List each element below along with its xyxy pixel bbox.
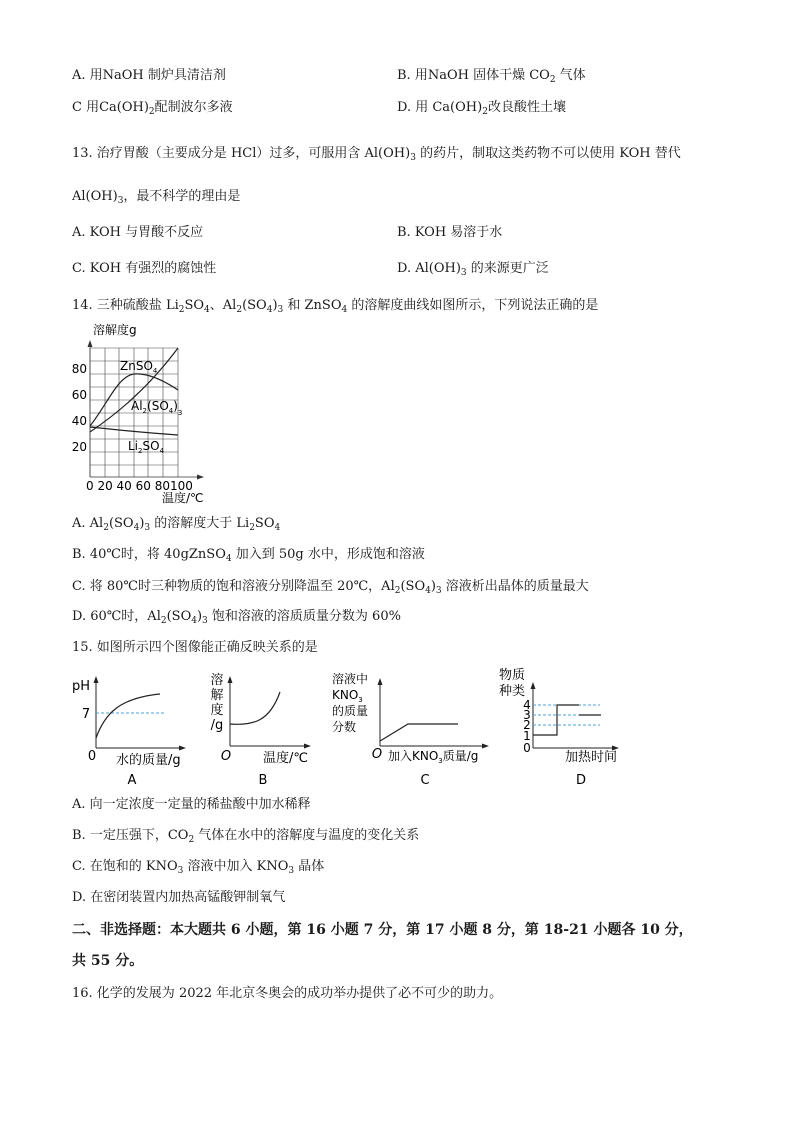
q14-solubility-chart xyxy=(68,318,228,508)
chart-x-title: 温度/℃ xyxy=(162,491,204,505)
svg-text:水的质量/g: 水的质量/g xyxy=(116,753,181,768)
svg-text:/g: /g xyxy=(210,718,224,733)
q13-stem-line2: $Al(OH)_3$，最不科学的理由是 xyxy=(72,189,241,206)
q14-option-b: B. 40℃时，将 40gZnSO$_4$ 加入到 50g 水中，形成饱和溶液 xyxy=(72,547,425,564)
svg-text:20: 20 xyxy=(71,440,87,454)
q15-graph-d xyxy=(495,666,635,788)
svg-text:3: 3 xyxy=(523,708,531,722)
q15-option-c: C. 在饱和的 $KNO_3$ 溶液中加入 $KNO_3$ 晶体 xyxy=(72,859,325,876)
q15-option-a: A. 向一定浓度一定量的稀盐酸中加水稀释 xyxy=(72,797,311,812)
solubility-rising-curve xyxy=(230,692,280,724)
q13-option-b: B. KOH 易溶于水 xyxy=(397,225,503,240)
section2-heading-line1: 二、非选择题：本大题共 6 小题，第 16 小题 7 分，第 17 小题 8 分，第 18-21 小题各 10 分， xyxy=(72,922,693,938)
q15-option-d: D. 在密闭装置内加热高锰酸钾制氧气 xyxy=(72,890,286,905)
svg-text:物质: 物质 xyxy=(499,668,526,683)
q16-stem: 16. 化学的发展为 2022 年北京冬奥会的成功举办提供了必不可少的助力。 xyxy=(72,986,503,1001)
q14-option-c: C. 将 80℃时三种物质的饱和溶液分别降温至 20℃，$Al_2(SO_4)_3$ 溶液析出晶体的质量最大 xyxy=(72,579,589,596)
svg-text:A: A xyxy=(127,773,137,788)
svg-text:0: 0 xyxy=(87,749,97,764)
ph-curve xyxy=(96,694,160,738)
svg-text:60: 60 xyxy=(71,388,87,402)
q14-stem: 14. 三种硫酸盐 $Li_2SO_4$、$Al_2(SO_4)_3$ 和 ZnSO$_4$ 的溶解度曲线如图所示，下列说法正确的是 xyxy=(72,298,599,315)
q13-option-c: C. KOH 有强烈的腐蚀性 xyxy=(72,261,217,276)
svg-text:1: 1 xyxy=(523,729,531,743)
q12-option-c: C 用$Ca(OH)_2$配制波尔多液 xyxy=(72,100,233,117)
q15-graph-b xyxy=(205,668,320,788)
svg-text:40: 40 xyxy=(71,414,87,428)
svg-text:度: 度 xyxy=(210,703,224,718)
svg-text:C: C xyxy=(420,773,430,788)
level-dashed-lines xyxy=(533,705,600,735)
chart-x-ticks: 0 20 40 60 80100 xyxy=(86,479,193,493)
svg-text:分数: 分数 xyxy=(332,720,357,734)
svg-text:0: 0 xyxy=(523,741,531,755)
svg-text:的质量: 的质量 xyxy=(332,704,369,718)
mass-fraction-line xyxy=(380,724,458,741)
species-count-line xyxy=(533,705,579,735)
q14-option-d: D. 60℃时，$Al_2(SO_4)_3$ 饱和溶液的溶质质量分数为 60% xyxy=(72,609,401,626)
svg-text:种类: 种类 xyxy=(499,684,526,699)
q12-option-a: A. 用NaOH 制炉具清洁剂 xyxy=(72,68,226,83)
svg-text:O: O xyxy=(371,747,383,762)
q13-option-d: D. $Al(OH)_3$ 的来源更广泛 xyxy=(397,261,549,278)
svg-text:加入KNO3质量/g: 加入$KNO_3$质量/g xyxy=(388,749,479,765)
svg-text:加热时间: 加热时间 xyxy=(565,750,618,765)
svg-text:pH: pH xyxy=(72,679,91,694)
li2so4-label: $Li_2SO_4$ xyxy=(128,439,165,455)
svg-text:2: 2 xyxy=(523,718,531,732)
svg-text:B: B xyxy=(258,773,268,788)
q15-graph-a xyxy=(70,668,195,788)
svg-text:7: 7 xyxy=(81,707,91,722)
q13-stem-line1: 13. 治疗胃酸（主要成分是 HCl）过多，可服用含 $Al(OH)_3$ 的药片，制取这类药物不可以使用 KOH 替代 xyxy=(72,146,681,163)
svg-text:KNO3: $KNO_3$ xyxy=(332,688,363,704)
q12-option-d: D. 用 $Ca(OH)_2$改良酸性土壤 xyxy=(397,100,566,117)
section2-heading-line2: 共 55 分。 xyxy=(72,953,144,969)
svg-text:O: O xyxy=(220,749,232,764)
svg-text:溶液中: 溶液中 xyxy=(332,672,369,686)
svg-text:D: D xyxy=(575,773,587,788)
svg-text:80: 80 xyxy=(71,362,87,376)
al2so43-label: $Al_2(SO_4)_3$ xyxy=(131,399,183,417)
q15-option-b: B. 一定压强下，$CO_2$ 气体在水中的溶解度与温度的变化关系 xyxy=(72,828,420,845)
svg-text:温度/℃: 温度/℃ xyxy=(263,751,308,766)
q15-graph-c xyxy=(328,668,503,788)
q14-option-a: A. $Al_2(SO_4)_3$ 的溶解度大于 $Li_2SO_4$ xyxy=(72,516,281,533)
znso4-label: ZnSO$_4$ xyxy=(120,359,158,375)
q15-stem: 15. 如图所示四个图像能正确反映关系的是 xyxy=(72,640,318,655)
svg-text:溶: 溶 xyxy=(210,673,224,688)
svg-text:解: 解 xyxy=(210,688,224,703)
q13-option-a: A. KOH 与胃酸不反应 xyxy=(72,225,204,240)
chart-y-title: 溶解度g xyxy=(93,323,137,337)
chart-y-ticks xyxy=(72,362,87,454)
svg-text:4: 4 xyxy=(523,698,531,712)
q12-option-b: B. 用NaOH 固体干燥 $CO_2$ 气体 xyxy=(397,68,586,85)
